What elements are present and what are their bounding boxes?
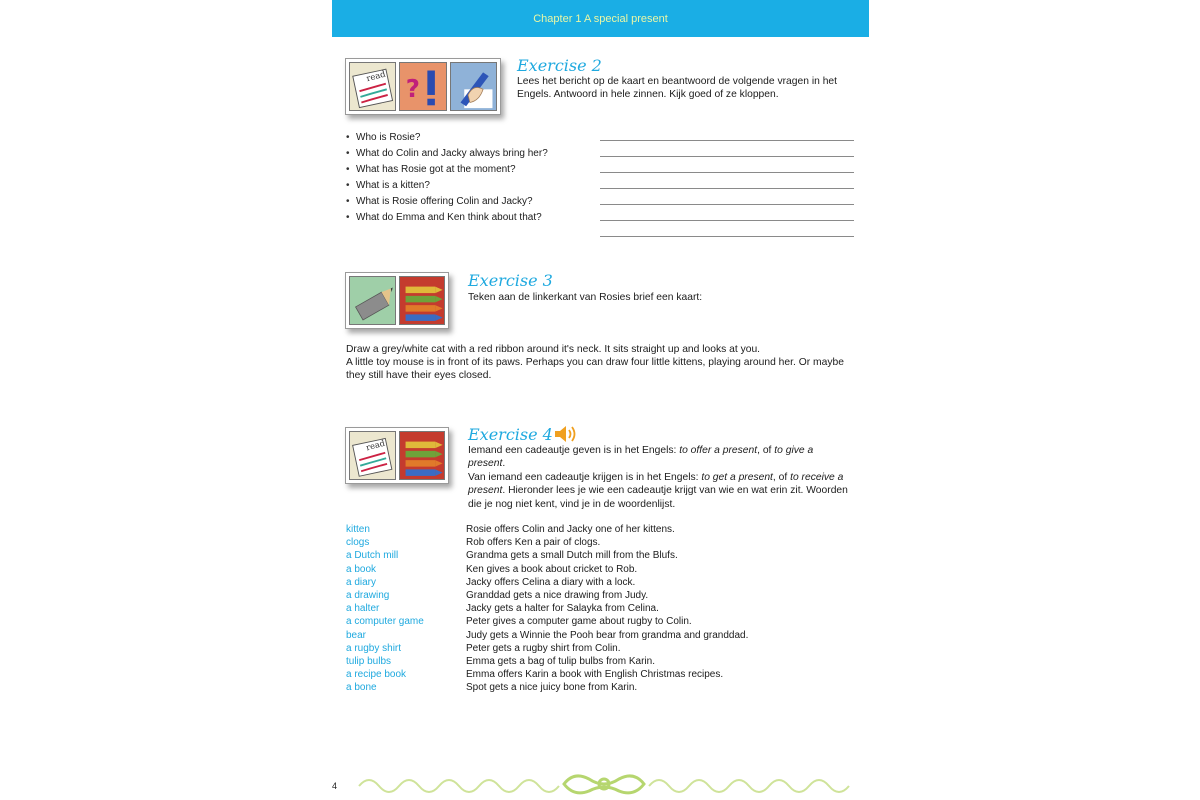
intro-line1-text: Iemand een cadeautje geven is in het Engels: (468, 445, 680, 456)
bullet: • (346, 180, 350, 191)
intro-line2-italic2: to receive a present (468, 471, 844, 497)
vocab-row (346, 668, 748, 681)
vocab-sentence: Peter gets a rugby shirt from Colin. (466, 642, 621, 654)
vocab-row (346, 536, 748, 549)
vocab-sentence: Grandma gets a small Dutch mill from the Blufs. (466, 550, 678, 562)
answer-line[interactable] (600, 236, 854, 237)
question-item (346, 210, 548, 226)
exercise3-body-line1: Draw a grey/white cat with a red ribbon around it's neck. It sits straight up and looks at you. (346, 344, 761, 355)
vocab-word[interactable]: a halter (346, 603, 380, 615)
vocab-row (346, 642, 748, 655)
exercise2-illustration (345, 58, 501, 115)
vocab-row (346, 589, 748, 602)
vocab-row (346, 655, 748, 668)
chapter-header (332, 0, 869, 37)
vocab-word[interactable]: a diary (346, 576, 377, 588)
question-text: What is Rosie offering Colin and Jacky? (356, 196, 533, 207)
intro-line2-text: Van iemand een cadeautje krijgen is in het Engels: (468, 471, 702, 483)
vocab-row (346, 615, 748, 628)
question-text: What do Colin and Jacky always bring her? (356, 148, 548, 159)
vocab-sentence: Spot gets a nice juicy bone from Karin. (466, 682, 638, 694)
vocab-row (346, 549, 748, 562)
exercise2-questions (346, 130, 548, 226)
pencil-icon (349, 276, 396, 325)
exercise3-illustration (345, 272, 449, 329)
question-item (346, 130, 548, 146)
answer-line[interactable] (600, 156, 854, 157)
exercise3-body-line2: A little toy mouse is in front of its paws. Perhaps you can draw four little kittens, playing around her. Or maybe they still have their eyes closed. (346, 357, 844, 382)
crayons-icon (399, 431, 446, 480)
svg-text:?: ? (406, 73, 421, 103)
vocab-word[interactable]: a Dutch mill (346, 550, 399, 562)
vocab-sentence: Peter gives a computer game about rugby to Colin. (466, 616, 692, 628)
vocab-row (346, 576, 748, 589)
exercise4-title: Exercise 4 (468, 425, 553, 444)
answer-line[interactable] (600, 188, 854, 189)
crayons-icon (399, 276, 446, 325)
intro-line1-end: . (502, 458, 506, 470)
answer-line[interactable] (600, 140, 854, 141)
page-number: 4 (332, 781, 338, 791)
intro-line2-end: . Hieronder lees je wie een cadeautje krijgt van wie en wat erin zit. Woorden die je nog niet kent, vind je in de woordenlijst. (468, 485, 848, 510)
vocab-sentence: Granddad gets a nice drawing from Judy. (466, 589, 649, 601)
answer-line[interactable] (600, 172, 854, 173)
bullet: • (346, 132, 350, 143)
bullet: • (346, 196, 350, 207)
svg-text:read: read (365, 68, 387, 84)
read-icon (349, 62, 396, 111)
question-text: Who is Rosie? (356, 132, 421, 143)
chapter-title: Chapter 1 A special present (533, 12, 668, 25)
vocab-word[interactable]: a rugby shirt (346, 642, 402, 654)
vocab-word[interactable]: tulip bulbs (346, 655, 392, 667)
vocab-row (346, 629, 748, 642)
vocab-sentence: Jacky gets a halter for Salayka from Celina. (466, 603, 659, 615)
question-text: What is a kitten? (356, 180, 430, 191)
vocab-sentence: Emma offers Karin a book with English Christmas recipes. (466, 669, 724, 681)
vocab-sentence: Emma gets a bag of tulip bulbs from Karin. (466, 655, 655, 667)
vocab-sentence: Rob offers Ken a pair of clogs. (466, 537, 601, 549)
vocab-sentence: Ken gives a book about cricket to Rob. (466, 563, 638, 575)
vocab-sentence: Judy gets a Winnie the Pooh bear from grandma and granddad. (466, 629, 749, 641)
exercise2-title: Exercise 2 (517, 56, 602, 75)
vocab-word[interactable]: a computer game (346, 616, 424, 628)
vocab-row (346, 602, 748, 615)
question-text: What do Emma and Ken think about that? (356, 212, 542, 223)
vocab-row (346, 523, 748, 536)
vocab-word[interactable]: a bone (346, 682, 377, 694)
vocab-word[interactable]: kitten (346, 524, 370, 535)
question-item (346, 146, 548, 162)
intro-line1-italic1: to offer a present (679, 445, 758, 456)
answer-line[interactable] (600, 204, 854, 205)
exercise2-instructions: Lees het bericht op de kaart en beantwoord de volgende vragen in het Engels. Antwoord in hele zinnen. Kijk goed of ze kloppen. (517, 76, 838, 101)
bullet: • (346, 212, 350, 223)
exercise3-title: Exercise 3 (468, 271, 553, 290)
exercise4-illustration (345, 427, 449, 484)
exercise4-intro (468, 444, 853, 511)
question-exclamation-icon (399, 62, 446, 111)
question-item (346, 194, 548, 210)
workbook-page (332, 0, 869, 800)
vocab-sentence: Jacky offers Celina a diary with a lock. (466, 576, 636, 588)
vocabulary-list (346, 523, 748, 694)
bullet: • (346, 164, 350, 175)
question-item (346, 162, 548, 178)
question-item (346, 178, 548, 194)
intro-line1-mid: , of (757, 445, 775, 456)
vocab-word[interactable]: a book (346, 563, 377, 575)
vocab-word[interactable]: bear (346, 629, 367, 641)
intro-line2-mid: , of (772, 471, 791, 483)
answer-line[interactable] (600, 220, 854, 221)
vocab-sentence: Rosie offers Colin and Jacky one of her kittens. (466, 524, 675, 535)
pen-write-icon (450, 62, 497, 111)
vocab-word[interactable]: a drawing (346, 589, 390, 601)
exercise3-instructions: Teken aan de linkerkant van Rosies brief een kaart: (468, 292, 703, 303)
intro-line1-italic2: to give a present (468, 445, 814, 470)
intro-line2-italic1: to get a present (701, 471, 773, 483)
vocab-row (346, 563, 748, 576)
vocab-word[interactable]: a recipe book (346, 669, 407, 681)
read-icon (349, 431, 396, 480)
bullet: • (346, 148, 350, 159)
footer-ornament-icon (354, 769, 854, 799)
speaker-icon[interactable] (553, 424, 579, 444)
vocab-word[interactable]: clogs (346, 537, 370, 549)
question-text: What has Rosie got at the moment? (356, 164, 516, 175)
vocab-row (346, 681, 748, 694)
svg-text:read: read (364, 437, 386, 453)
